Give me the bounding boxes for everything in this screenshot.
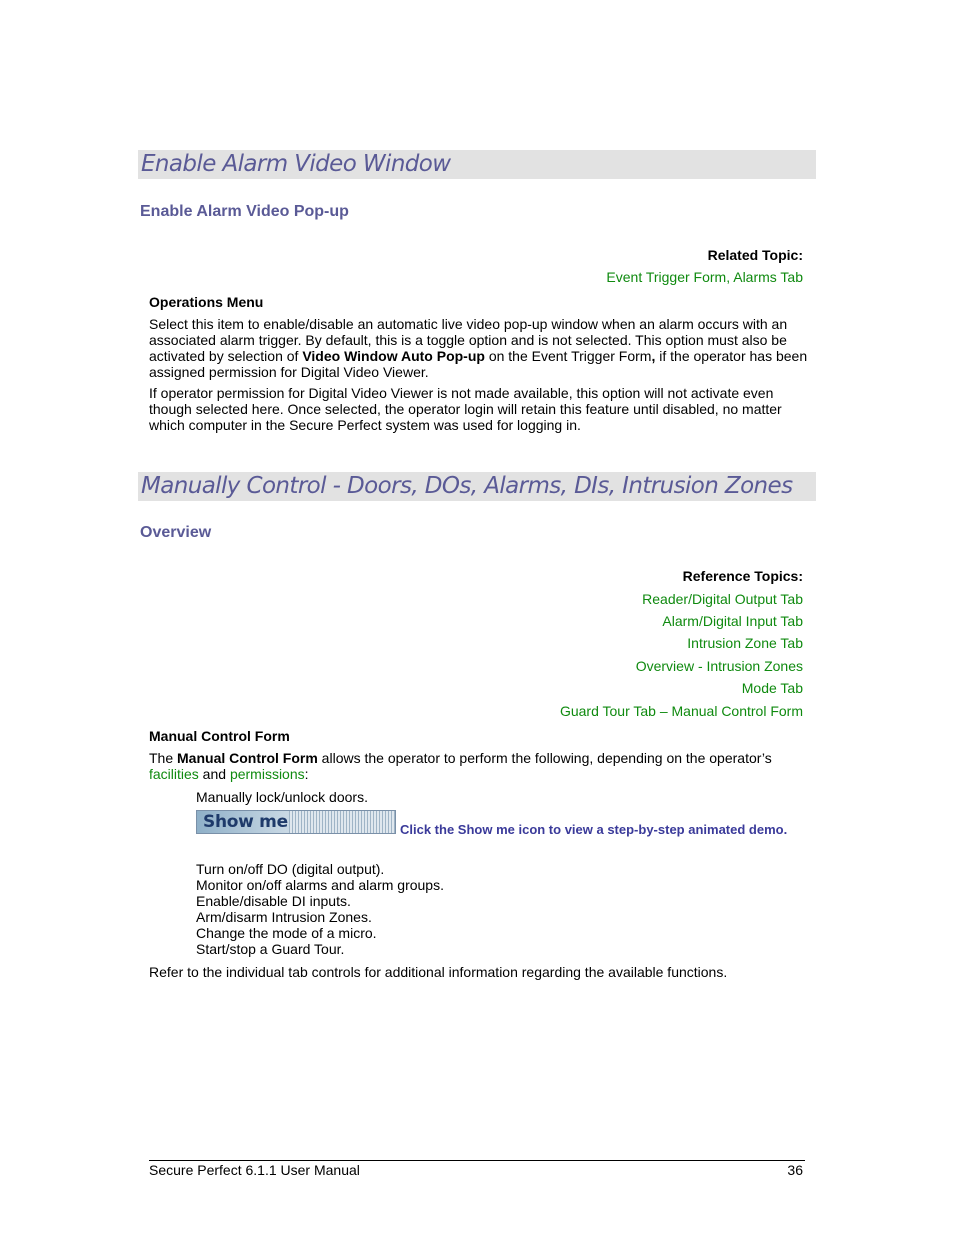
reference-link-overview-intrusion-zones[interactable]: Overview - Intrusion Zones xyxy=(635,658,803,674)
list-item: Change the mode of a micro. xyxy=(196,925,377,941)
section-title: Manually Control - Doors, DOs, Alarms, DIs, Intrusion Zones xyxy=(141,473,793,499)
list-item: Start/stop a Guard Tour. xyxy=(196,941,345,957)
section-subtitle: Enable Alarm Video Pop-up xyxy=(140,203,349,220)
reference-link-intrusion-zone[interactable]: Intrusion Zone Tab xyxy=(687,635,803,651)
reference-topics-label: Reference Topics: xyxy=(682,568,803,584)
show-me-label: Show me xyxy=(203,812,288,832)
list-item: Arm/disarm Intrusion Zones. xyxy=(196,909,372,925)
list-item: Turn on/off DO (digital output). xyxy=(196,861,385,877)
permissions-link[interactable]: permissions xyxy=(229,766,305,782)
manual-control-form-label: Manual Control Form xyxy=(149,728,290,744)
section-heading-bar xyxy=(138,472,816,501)
facilities-link[interactable]: facilities xyxy=(149,766,199,782)
section-subtitle: Overview xyxy=(140,524,212,541)
paragraph: If operator permission for Digital Video Viewer is not made available, this option will not activate even though selected here. Once selected, the operator login will retain this feature until disabled, no matter which computer in the Secure Perfect system was used for logging in. xyxy=(149,385,782,433)
paragraph: Select this item to enable/disable an automatic live video pop-up window when an alarm occurs with an associated alarm trigger. By default, this is a toggle option and is not selected. This option must also be activated by selection of Video Window Auto Pop-up on the Event Trigger Form, if the operator has been assigned permission for Digital Video Viewer. xyxy=(149,316,808,380)
paragraph: Refer to the individual tab controls for additional information regarding the available functions. xyxy=(149,964,728,980)
footer-manual-title: Secure Perfect 6.1.1 User Manual xyxy=(149,1162,360,1178)
related-topic-label: Related Topic: xyxy=(707,247,803,263)
reference-link-reader-digital-output[interactable]: Reader/Digital Output Tab xyxy=(642,591,803,607)
section-title: Enable Alarm Video Window xyxy=(141,151,451,177)
list-item: Monitor on/off alarms and alarm groups. xyxy=(196,877,444,893)
paragraph: The Manual Control Form allows the operator to perform the following, depending on the operator’s facilities and permissions: xyxy=(149,750,772,782)
related-topic-link[interactable]: Event Trigger Form, Alarms Tab xyxy=(606,269,803,285)
reference-link-guard-tour[interactable]: Guard Tour Tab – Manual Control Form xyxy=(559,703,803,719)
list-item: Manually lock/unlock doors. xyxy=(196,789,368,805)
list-item: Enable/disable DI inputs. xyxy=(196,893,351,909)
section-heading-bar xyxy=(138,150,816,179)
reference-link-mode-tab[interactable]: Mode Tab xyxy=(741,680,803,696)
show-me-link[interactable]: Click the Show me icon to view a step-by-step animated demo. xyxy=(400,822,788,837)
reference-link-alarm-digital-input[interactable]: Alarm/Digital Input Tab xyxy=(662,613,803,629)
footer-divider xyxy=(149,1160,805,1161)
page-number: 36 xyxy=(787,1162,803,1178)
operations-menu-label: Operations Menu xyxy=(149,294,264,310)
